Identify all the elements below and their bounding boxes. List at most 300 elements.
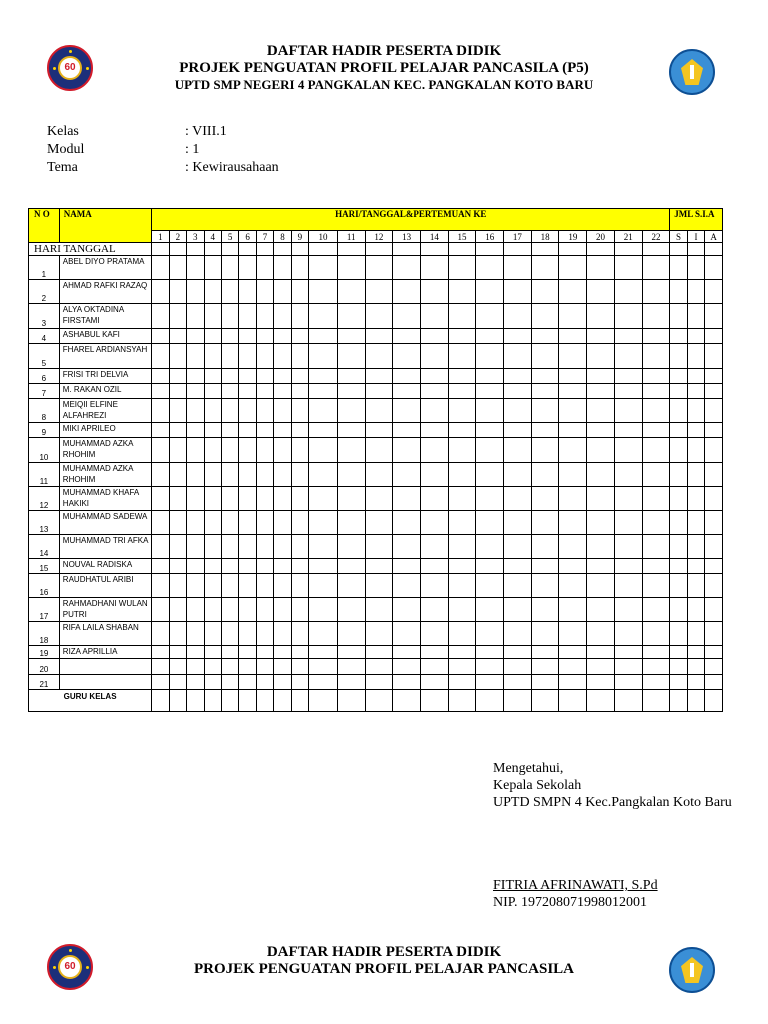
attendance-cell [531,675,559,690]
attendance-cell [169,256,186,280]
table-row [29,659,723,675]
attendance-cell [614,463,642,487]
attendance-cell [169,423,186,438]
attendance-cell [169,675,186,690]
attendance-cell [152,304,169,329]
attendance-cell [705,646,723,659]
attendance-cell [337,304,365,329]
attendance-cell [393,659,421,675]
student-number: 5 [29,344,60,369]
attendance-cell [365,559,393,574]
attendance-cell [531,659,559,675]
attendance-cell [504,675,532,690]
attendance-cell [559,598,587,622]
attendance-cell [239,256,256,280]
student-name: FHAREL ARDIANSYAH [59,344,151,369]
attendance-cell [152,369,169,384]
attendance-cell [204,438,221,463]
attendance-cell [393,574,421,598]
attendance-cell [169,344,186,369]
attendance-cell [169,384,186,399]
attendance-cell [393,399,421,423]
attendance-cell [239,329,256,344]
attendance-cell [670,598,687,622]
attendance-cell [687,659,704,675]
attendance-cell [687,344,704,369]
attendance-cell [587,535,615,559]
attendance-cell [642,399,670,423]
guru-signature-cell [448,690,476,712]
attendance-cell [152,463,169,487]
attendance-cell [687,256,704,280]
attendance-cell [187,304,204,329]
attendance-cell [169,399,186,423]
student-name: ASHABUL KAFI [59,329,151,344]
student-number: 18 [29,622,60,646]
attendance-cell [476,574,504,598]
attendance-cell [559,384,587,399]
attendance-cell [587,559,615,574]
attendance-cell [476,384,504,399]
attendance-cell [204,559,221,574]
meeting-number: 10 [309,231,338,243]
student-name: MUHAMMAD KHAFA HAKIKI [59,487,151,511]
attendance-cell [169,487,186,511]
student-name: RIZA APRILLIA [59,646,151,659]
attendance-cell [256,280,273,304]
meeting-number: 2 [169,231,186,243]
attendance-cell [337,535,365,559]
attendance-cell [687,511,704,535]
attendance-cell [476,622,504,646]
attendance-cell [559,574,587,598]
attendance-cell [291,559,308,574]
guru-signature-cell [256,690,273,712]
attendance-cell [309,487,338,511]
attendance-cell [420,535,448,559]
attendance-cell [204,256,221,280]
attendance-cell [559,646,587,659]
attendance-cell [670,463,687,487]
attendance-cell [420,256,448,280]
table-row [29,646,723,659]
attendance-cell [239,659,256,675]
date-cell [420,243,448,256]
attendance-cell [504,646,532,659]
attendance-cell [365,511,393,535]
attendance-cell [274,384,291,399]
attendance-cell [169,280,186,304]
sia-label: A [705,231,723,243]
attendance-cell [291,463,308,487]
date-cell [476,243,504,256]
attendance-cell [221,598,238,622]
attendance-cell [221,438,238,463]
attendance-cell [274,598,291,622]
student-name: RIFA LAILA SHABAN [59,622,151,646]
attendance-cell [476,280,504,304]
attendance-cell [448,487,476,511]
attendance-cell [221,463,238,487]
student-name [59,659,151,675]
student-number: 9 [29,423,60,438]
attendance-cell [187,280,204,304]
attendance-cell [642,329,670,344]
table-row [29,423,723,438]
attendance-cell [393,463,421,487]
attendance-cell [365,280,393,304]
attendance-cell [642,280,670,304]
attendance-cell [587,256,615,280]
attendance-cell [531,574,559,598]
attendance-table [28,208,723,712]
attendance-cell [705,463,723,487]
attendance-cell [274,423,291,438]
meeting-number: 20 [587,231,615,243]
attendance-cell [204,487,221,511]
attendance-cell [337,344,365,369]
attendance-cell [531,511,559,535]
attendance-cell [587,659,615,675]
principal-nip: NIP. 197208071998012001 [493,895,648,910]
attendance-cell [531,487,559,511]
hari-tanggal-label: HARI TANGGAL [29,243,152,256]
attendance-cell [204,280,221,304]
principal-name: FITRIA AFRINAWATI, S.Pd [493,878,658,893]
attendance-cell [614,598,642,622]
attendance-cell [337,598,365,622]
attendance-cell [256,438,273,463]
attendance-cell [274,369,291,384]
attendance-cell [705,675,723,690]
attendance-cell [152,675,169,690]
student-name: MEIQII ELFINE ALFAHREZI [59,399,151,423]
attendance-cell [152,399,169,423]
attendance-cell [221,369,238,384]
attendance-cell [587,463,615,487]
attendance-cell [587,280,615,304]
attendance-cell [587,423,615,438]
attendance-cell [309,256,338,280]
attendance-cell [670,344,687,369]
attendance-cell [448,598,476,622]
attendance-cell [448,574,476,598]
attendance-cell [274,463,291,487]
attendance-cell [559,622,587,646]
attendance-cell [559,659,587,675]
attendance-cell [448,344,476,369]
attendance-cell [642,659,670,675]
attendance-cell [291,384,308,399]
table-row [29,675,723,690]
attendance-cell [531,344,559,369]
attendance-cell [187,487,204,511]
attendance-cell [687,438,704,463]
student-number: 13 [29,511,60,535]
meeting-number: 12 [365,231,393,243]
attendance-cell [504,423,532,438]
guru-signature-cell [705,690,723,712]
student-number: 16 [29,574,60,598]
attendance-cell [531,280,559,304]
attendance-cell [291,438,308,463]
sign-school: UPTD SMPN 4 Kec.Pangkalan Koto Baru [493,795,732,810]
attendance-cell [504,344,532,369]
attendance-cell [365,598,393,622]
attendance-cell [291,646,308,659]
attendance-cell [239,598,256,622]
student-name: AHMAD RAFKI RAZAQ [59,280,151,304]
attendance-cell [614,574,642,598]
attendance-cell [687,487,704,511]
attendance-cell [256,535,273,559]
attendance-cell [221,384,238,399]
attendance-cell [309,659,338,675]
student-number: 4 [29,329,60,344]
student-number: 12 [29,487,60,511]
attendance-cell [169,329,186,344]
attendance-cell [221,423,238,438]
attendance-cell [670,622,687,646]
attendance-cell [642,646,670,659]
attendance-cell [187,329,204,344]
meeting-number: 22 [642,231,670,243]
attendance-cell [448,659,476,675]
attendance-cell [274,659,291,675]
attendance-cell [291,280,308,304]
attendance-cell [448,622,476,646]
attendance-cell [687,329,704,344]
guru-signature-cell [309,690,338,712]
col-no-header: N O [29,209,60,243]
meeting-number: 7 [256,231,273,243]
table-row [29,369,723,384]
meeting-number: 14 [420,231,448,243]
attendance-cell [256,399,273,423]
attendance-cell [420,511,448,535]
date-cell [670,243,687,256]
attendance-cell [614,329,642,344]
attendance-cell [642,535,670,559]
attendance-cell [531,329,559,344]
attendance-cell [420,487,448,511]
attendance-cell [614,256,642,280]
attendance-cell [614,622,642,646]
attendance-cell [239,369,256,384]
attendance-cell [448,559,476,574]
guru-signature-cell [614,690,642,712]
student-name: MUHAMMAD TRI AFKA [59,535,151,559]
attendance-cell [309,598,338,622]
attendance-cell [239,675,256,690]
attendance-cell [531,384,559,399]
attendance-cell [309,384,338,399]
attendance-cell [204,511,221,535]
attendance-cell [393,622,421,646]
attendance-cell [531,438,559,463]
date-cell [221,243,238,256]
attendance-cell [587,622,615,646]
attendance-cell [204,463,221,487]
attendance-cell [559,256,587,280]
attendance-cell [705,329,723,344]
col-meetings-header: HARI/TANGGAL&PERTEMUAN KE [152,209,670,231]
attendance-cell [274,646,291,659]
student-number: 10 [29,438,60,463]
student-name: ABEL DIYO PRATAMA [59,256,151,280]
attendance-cell [448,438,476,463]
attendance-cell [670,369,687,384]
attendance-cell [476,559,504,574]
attendance-cell [291,399,308,423]
attendance-cell [587,329,615,344]
attendance-cell [256,344,273,369]
attendance-cell [476,304,504,329]
attendance-cell [705,304,723,329]
attendance-cell [274,487,291,511]
attendance-cell [476,487,504,511]
attendance-cell [187,622,204,646]
attendance-cell [420,646,448,659]
attendance-cell [274,304,291,329]
guru-signature-cell [420,690,448,712]
attendance-cell [337,646,365,659]
attendance-cell [309,399,338,423]
attendance-cell [239,646,256,659]
attendance-cell [221,256,238,280]
attendance-cell [614,659,642,675]
info-kelas-label: Kelas [47,124,79,139]
attendance-cell [309,329,338,344]
attendance-cell [531,423,559,438]
date-cell [365,243,393,256]
attendance-cell [587,438,615,463]
student-name: NOUVAL RADISKA [59,559,151,574]
attendance-cell [687,559,704,574]
attendance-cell [614,280,642,304]
attendance-cell [221,574,238,598]
student-name: M. RAKAN OZIL [59,384,151,399]
table-row [29,463,723,487]
attendance-cell [531,256,559,280]
attendance-cell [274,399,291,423]
attendance-cell [309,280,338,304]
meeting-number: 3 [187,231,204,243]
attendance-cell [559,423,587,438]
attendance-cell [420,369,448,384]
attendance-cell [309,369,338,384]
table-row [29,511,723,535]
attendance-cell [291,535,308,559]
attendance-cell [291,675,308,690]
attendance-cell [531,598,559,622]
attendance-cell [221,659,238,675]
attendance-cell [504,574,532,598]
attendance-cell [587,675,615,690]
attendance-cell [476,535,504,559]
attendance-cell [365,646,393,659]
attendance-cell [256,369,273,384]
attendance-cell [169,622,186,646]
attendance-cell [169,463,186,487]
attendance-cell [476,399,504,423]
attendance-cell [559,463,587,487]
attendance-cell [448,423,476,438]
attendance-cell [204,574,221,598]
attendance-cell [393,384,421,399]
date-cell [504,243,532,256]
guru-kelas-label: GURU KELAS [29,690,152,712]
attendance-cell [221,646,238,659]
attendance-cell [337,463,365,487]
attendance-cell [169,511,186,535]
attendance-cell [504,384,532,399]
attendance-cell [420,438,448,463]
student-name: ALYA OKTADINA FIRSTAMI [59,304,151,329]
attendance-cell [291,659,308,675]
attendance-cell [614,487,642,511]
attendance-cell [365,487,393,511]
attendance-cell [705,559,723,574]
attendance-cell [239,574,256,598]
student-number: 17 [29,598,60,622]
attendance-cell [642,622,670,646]
attendance-cell [587,511,615,535]
attendance-cell [204,369,221,384]
attendance-cell [239,438,256,463]
attendance-cell [614,559,642,574]
attendance-cell [420,399,448,423]
attendance-cell [705,344,723,369]
attendance-cell [256,329,273,344]
attendance-cell [256,646,273,659]
sia-label: I [687,231,704,243]
attendance-cell [420,659,448,675]
attendance-cell [642,423,670,438]
attendance-cell [239,399,256,423]
attendance-cell [256,675,273,690]
attendance-cell [687,574,704,598]
attendance-cell [559,675,587,690]
guru-signature-cell [221,690,238,712]
attendance-cell [221,304,238,329]
col-name-header: NAMA [59,209,151,243]
attendance-cell [614,675,642,690]
student-name: RAUDHATUL ARIBI [59,574,151,598]
attendance-cell [365,659,393,675]
attendance-cell [642,598,670,622]
info-tema-value: : Kewirausahaan [185,160,279,175]
attendance-cell [559,344,587,369]
attendance-cell [687,304,704,329]
guru-signature-cell [670,690,687,712]
attendance-cell [393,329,421,344]
attendance-cell [169,659,186,675]
attendance-cell [187,399,204,423]
student-number: 6 [29,369,60,384]
attendance-cell [393,487,421,511]
meeting-number: 19 [559,231,587,243]
attendance-cell [337,423,365,438]
attendance-cell [614,535,642,559]
attendance-cell [291,256,308,280]
attendance-cell [670,559,687,574]
attendance-cell [420,280,448,304]
attendance-cell [239,463,256,487]
attendance-cell [504,559,532,574]
attendance-cell [670,675,687,690]
attendance-cell [420,675,448,690]
